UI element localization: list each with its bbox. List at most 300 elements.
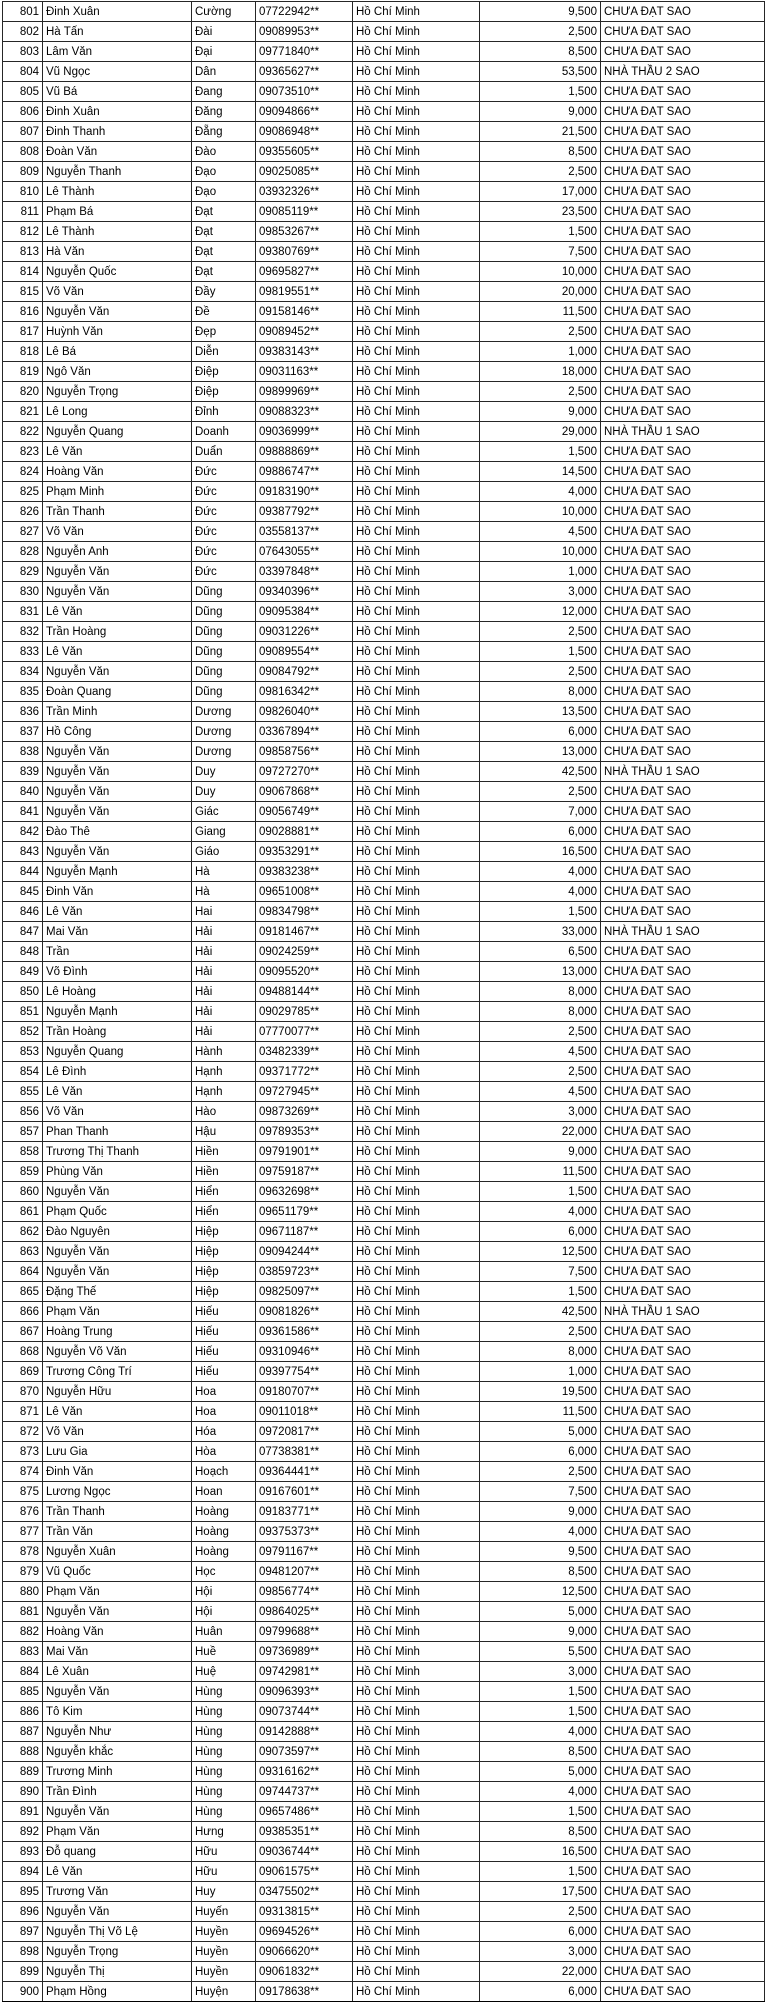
first-name-cell[interactable]: Duẩn <box>192 442 256 462</box>
city-cell[interactable]: Hồ Chí Minh <box>353 922 480 942</box>
phone-cell[interactable]: 09361586** <box>256 1322 353 1342</box>
status-cell[interactable]: CHƯA ĐẠT SAO <box>601 222 765 242</box>
row-number-cell[interactable]: 881 <box>3 1602 43 1622</box>
phone-cell[interactable]: 09826040** <box>256 702 353 722</box>
phone-cell[interactable]: 03475502** <box>256 1882 353 1902</box>
city-cell[interactable]: Hồ Chí Minh <box>353 302 480 322</box>
row-number-cell[interactable]: 834 <box>3 662 43 682</box>
city-cell[interactable]: Hồ Chí Minh <box>353 1302 480 1322</box>
points-cell[interactable]: 9,500 <box>480 1542 601 1562</box>
phone-cell[interactable]: 09089554** <box>256 642 353 662</box>
last-middle-name-cell[interactable]: Hoàng Văn <box>43 462 192 482</box>
status-cell[interactable]: CHƯA ĐẠT SAO <box>601 1422 765 1442</box>
status-cell[interactable]: CHƯA ĐẠT SAO <box>601 402 765 422</box>
first-name-cell[interactable]: Đức <box>192 542 256 562</box>
points-cell[interactable]: 8,000 <box>480 1342 601 1362</box>
last-middle-name-cell[interactable]: Nguyễn Quốc <box>43 262 192 282</box>
last-middle-name-cell[interactable]: Nguyễn Văn <box>43 1262 192 1282</box>
points-cell[interactable]: 9,000 <box>480 402 601 422</box>
city-cell[interactable]: Hồ Chí Minh <box>353 1042 480 1062</box>
phone-cell[interactable]: 09481207** <box>256 1562 353 1582</box>
phone-cell[interactable]: 07722942** <box>256 2 353 22</box>
row-number-cell[interactable]: 880 <box>3 1582 43 1602</box>
city-cell[interactable]: Hồ Chí Minh <box>353 542 480 562</box>
city-cell[interactable]: Hồ Chí Minh <box>353 102 480 122</box>
phone-cell[interactable]: 09158146** <box>256 302 353 322</box>
points-cell[interactable]: 4,000 <box>480 1782 601 1802</box>
points-cell[interactable]: 6,000 <box>480 1222 601 1242</box>
city-cell[interactable]: Hồ Chí Minh <box>353 1462 480 1482</box>
first-name-cell[interactable]: Hậu <box>192 1122 256 1142</box>
city-cell[interactable]: Hồ Chí Minh <box>353 1082 480 1102</box>
phone-cell[interactable]: 09340396** <box>256 582 353 602</box>
row-number-cell[interactable]: 810 <box>3 182 43 202</box>
status-cell[interactable]: CHƯA ĐẠT SAO <box>601 162 765 182</box>
first-name-cell[interactable]: Hoạch <box>192 1462 256 1482</box>
phone-cell[interactable]: 09397754** <box>256 1362 353 1382</box>
last-middle-name-cell[interactable]: Nguyễn Văn <box>43 842 192 862</box>
points-cell[interactable]: 5,000 <box>480 1602 601 1622</box>
first-name-cell[interactable]: Hùng <box>192 1682 256 1702</box>
first-name-cell[interactable]: Dương <box>192 702 256 722</box>
first-name-cell[interactable]: Giang <box>192 822 256 842</box>
city-cell[interactable]: Hồ Chí Minh <box>353 1402 480 1422</box>
points-cell[interactable]: 9,000 <box>480 1622 601 1642</box>
phone-cell[interactable]: 09094244** <box>256 1242 353 1262</box>
row-number-cell[interactable]: 876 <box>3 1502 43 1522</box>
row-number-cell[interactable]: 811 <box>3 202 43 222</box>
row-number-cell[interactable]: 801 <box>3 2 43 22</box>
last-middle-name-cell[interactable]: Tô Kim <box>43 1702 192 1722</box>
row-number-cell[interactable]: 836 <box>3 702 43 722</box>
points-cell[interactable]: 13,500 <box>480 702 601 722</box>
row-number-cell[interactable]: 873 <box>3 1442 43 1462</box>
city-cell[interactable]: Hồ Chí Minh <box>353 1002 480 1022</box>
row-number-cell[interactable]: 817 <box>3 322 43 342</box>
last-middle-name-cell[interactable]: Hà Văn <box>43 242 192 262</box>
status-cell[interactable]: CHƯA ĐẠT SAO <box>601 1022 765 1042</box>
first-name-cell[interactable]: Hiệp <box>192 1222 256 1242</box>
points-cell[interactable]: 9,000 <box>480 102 601 122</box>
status-cell[interactable]: CHƯA ĐẠT SAO <box>601 942 765 962</box>
last-middle-name-cell[interactable]: Lê Long <box>43 402 192 422</box>
row-number-cell[interactable]: 820 <box>3 382 43 402</box>
city-cell[interactable]: Hồ Chí Minh <box>353 702 480 722</box>
last-middle-name-cell[interactable]: Hồ Công <box>43 722 192 742</box>
city-cell[interactable]: Hồ Chí Minh <box>353 442 480 462</box>
phone-cell[interactable]: 09853267** <box>256 222 353 242</box>
city-cell[interactable]: Hồ Chí Minh <box>353 982 480 1002</box>
phone-cell[interactable]: 09061832** <box>256 1962 353 1982</box>
last-middle-name-cell[interactable]: Đinh Xuân <box>43 2 192 22</box>
row-number-cell[interactable]: 899 <box>3 1962 43 1982</box>
status-cell[interactable]: NHÀ THẦU 1 SAO <box>601 762 765 782</box>
points-cell[interactable]: 1,500 <box>480 442 601 462</box>
first-name-cell[interactable]: Duy <box>192 782 256 802</box>
first-name-cell[interactable]: Đức <box>192 562 256 582</box>
phone-cell[interactable]: 03859723** <box>256 1262 353 1282</box>
row-number-cell[interactable]: 856 <box>3 1102 43 1122</box>
last-middle-name-cell[interactable]: Nguyễn Mạnh <box>43 1002 192 1022</box>
row-number-cell[interactable]: 869 <box>3 1362 43 1382</box>
points-cell[interactable]: 1,500 <box>480 222 601 242</box>
points-cell[interactable]: 22,000 <box>480 1122 601 1142</box>
first-name-cell[interactable]: Điệp <box>192 382 256 402</box>
status-cell[interactable]: CHƯA ĐẠT SAO <box>601 1842 765 1862</box>
status-cell[interactable]: CHƯA ĐẠT SAO <box>601 42 765 62</box>
phone-cell[interactable]: 09375373** <box>256 1522 353 1542</box>
first-name-cell[interactable]: Đầy <box>192 282 256 302</box>
phone-cell[interactable]: 03558137** <box>256 522 353 542</box>
status-cell[interactable]: CHƯA ĐẠT SAO <box>601 1882 765 1902</box>
status-cell[interactable]: CHƯA ĐẠT SAO <box>601 302 765 322</box>
city-cell[interactable]: Hồ Chí Minh <box>353 1282 480 1302</box>
row-number-cell[interactable]: 871 <box>3 1402 43 1422</box>
first-name-cell[interactable]: Hà <box>192 882 256 902</box>
phone-cell[interactable]: 09316162** <box>256 1762 353 1782</box>
status-cell[interactable]: CHƯA ĐẠT SAO <box>601 1222 765 1242</box>
phone-cell[interactable]: 09094866** <box>256 102 353 122</box>
last-middle-name-cell[interactable]: Trương Minh <box>43 1762 192 1782</box>
first-name-cell[interactable]: Hai <box>192 902 256 922</box>
last-middle-name-cell[interactable]: Nguyễn Như <box>43 1722 192 1742</box>
last-middle-name-cell[interactable]: Trần Văn <box>43 1522 192 1542</box>
last-middle-name-cell[interactable]: Vũ Quốc <box>43 1562 192 1582</box>
last-middle-name-cell[interactable]: Lê Văn <box>43 1402 192 1422</box>
row-number-cell[interactable]: 842 <box>3 822 43 842</box>
status-cell[interactable]: CHƯA ĐẠT SAO <box>601 1202 765 1222</box>
last-middle-name-cell[interactable]: Lê Văn <box>43 602 192 622</box>
points-cell[interactable]: 8,000 <box>480 682 601 702</box>
city-cell[interactable]: Hồ Chí Minh <box>353 802 480 822</box>
city-cell[interactable]: Hồ Chí Minh <box>353 1422 480 1442</box>
last-middle-name-cell[interactable]: Nguyễn Văn <box>43 662 192 682</box>
city-cell[interactable]: Hồ Chí Minh <box>353 1242 480 1262</box>
first-name-cell[interactable]: Hải <box>192 942 256 962</box>
phone-cell[interactable]: 09816342** <box>256 682 353 702</box>
first-name-cell[interactable]: Huy <box>192 1882 256 1902</box>
status-cell[interactable]: CHƯA ĐẠT SAO <box>601 1182 765 1202</box>
phone-cell[interactable]: 09067868** <box>256 782 353 802</box>
row-number-cell[interactable]: 837 <box>3 722 43 742</box>
first-name-cell[interactable]: Hiền <box>192 1162 256 1182</box>
phone-cell[interactable]: 09736989** <box>256 1642 353 1662</box>
phone-cell[interactable]: 09310946** <box>256 1342 353 1362</box>
points-cell[interactable]: 8,500 <box>480 1562 601 1582</box>
status-cell[interactable]: NHÀ THẦU 1 SAO <box>601 922 765 942</box>
last-middle-name-cell[interactable]: Đinh Xuân <box>43 102 192 122</box>
phone-cell[interactable]: 09791901** <box>256 1142 353 1162</box>
city-cell[interactable]: Hồ Chí Minh <box>353 682 480 702</box>
phone-cell[interactable]: 09183190** <box>256 482 353 502</box>
phone-cell[interactable]: 09167601** <box>256 1482 353 1502</box>
city-cell[interactable]: Hồ Chí Minh <box>353 882 480 902</box>
first-name-cell[interactable]: Đạo <box>192 182 256 202</box>
first-name-cell[interactable]: Hào <box>192 1102 256 1122</box>
city-cell[interactable]: Hồ Chí Minh <box>353 422 480 442</box>
city-cell[interactable]: Hồ Chí Minh <box>353 942 480 962</box>
row-number-cell[interactable]: 814 <box>3 262 43 282</box>
points-cell[interactable]: 4,500 <box>480 1082 601 1102</box>
first-name-cell[interactable]: Huyến <box>192 1902 256 1922</box>
first-name-cell[interactable]: Huyền <box>192 1962 256 1982</box>
city-cell[interactable]: Hồ Chí Minh <box>353 362 480 382</box>
points-cell[interactable]: 42,500 <box>480 1302 601 1322</box>
status-cell[interactable]: CHƯA ĐẠT SAO <box>601 622 765 642</box>
last-middle-name-cell[interactable]: Nguyễn Văn <box>43 782 192 802</box>
first-name-cell[interactable]: Đạo <box>192 162 256 182</box>
points-cell[interactable]: 13,000 <box>480 962 601 982</box>
phone-cell[interactable]: 07738381** <box>256 1442 353 1462</box>
row-number-cell[interactable]: 827 <box>3 522 43 542</box>
first-name-cell[interactable]: Dũng <box>192 642 256 662</box>
first-name-cell[interactable]: Đẵng <box>192 122 256 142</box>
phone-cell[interactable]: 09657486** <box>256 1802 353 1822</box>
row-number-cell[interactable]: 878 <box>3 1542 43 1562</box>
phone-cell[interactable]: 09181467** <box>256 922 353 942</box>
first-name-cell[interactable]: Hiếu <box>192 1322 256 1342</box>
row-number-cell[interactable]: 829 <box>3 562 43 582</box>
last-middle-name-cell[interactable]: Đoàn Quang <box>43 682 192 702</box>
row-number-cell[interactable]: 892 <box>3 1822 43 1842</box>
row-number-cell[interactable]: 890 <box>3 1782 43 1802</box>
first-name-cell[interactable]: Huệ <box>192 1662 256 1682</box>
last-middle-name-cell[interactable]: Trần Thanh <box>43 502 192 522</box>
phone-cell[interactable]: 03397848** <box>256 562 353 582</box>
last-middle-name-cell[interactable]: Trần <box>43 942 192 962</box>
first-name-cell[interactable]: Đỉnh <box>192 402 256 422</box>
status-cell[interactable]: CHƯA ĐẠT SAO <box>601 682 765 702</box>
last-middle-name-cell[interactable]: Trương Văn <box>43 1882 192 1902</box>
status-cell[interactable]: CHƯA ĐẠT SAO <box>601 122 765 142</box>
phone-cell[interactable]: 09061575** <box>256 1862 353 1882</box>
city-cell[interactable]: Hồ Chí Minh <box>353 1742 480 1762</box>
status-cell[interactable]: CHƯA ĐẠT SAO <box>601 1542 765 1562</box>
status-cell[interactable]: CHƯA ĐẠT SAO <box>601 1062 765 1082</box>
city-cell[interactable]: Hồ Chí Minh <box>353 642 480 662</box>
status-cell[interactable]: CHƯA ĐẠT SAO <box>601 1962 765 1982</box>
last-middle-name-cell[interactable]: Lê Hoàng <box>43 982 192 1002</box>
row-number-cell[interactable]: 891 <box>3 1802 43 1822</box>
first-name-cell[interactable]: Hiếu <box>192 1342 256 1362</box>
status-cell[interactable]: CHƯA ĐẠT SAO <box>601 1042 765 1062</box>
phone-cell[interactable]: 09380769** <box>256 242 353 262</box>
row-number-cell[interactable]: 868 <box>3 1342 43 1362</box>
status-cell[interactable]: CHƯA ĐẠT SAO <box>601 1162 765 1182</box>
points-cell[interactable]: 11,500 <box>480 1162 601 1182</box>
status-cell[interactable]: CHƯA ĐẠT SAO <box>601 1502 765 1522</box>
first-name-cell[interactable]: Hùng <box>192 1802 256 1822</box>
first-name-cell[interactable]: Hiền <box>192 1142 256 1162</box>
last-middle-name-cell[interactable]: Mai Văn <box>43 922 192 942</box>
city-cell[interactable]: Hồ Chí Minh <box>353 402 480 422</box>
city-cell[interactable]: Hồ Chí Minh <box>353 482 480 502</box>
status-cell[interactable]: CHƯA ĐẠT SAO <box>601 782 765 802</box>
city-cell[interactable]: Hồ Chí Minh <box>353 182 480 202</box>
status-cell[interactable]: CHƯA ĐẠT SAO <box>601 1802 765 1822</box>
last-middle-name-cell[interactable]: Lê Bá <box>43 342 192 362</box>
points-cell[interactable]: 2,500 <box>480 1902 601 1922</box>
status-cell[interactable]: NHÀ THẦU 1 SAO <box>601 422 765 442</box>
row-number-cell[interactable]: 894 <box>3 1862 43 1882</box>
status-cell[interactable]: CHƯA ĐẠT SAO <box>601 462 765 482</box>
city-cell[interactable]: Hồ Chí Minh <box>353 1602 480 1622</box>
last-middle-name-cell[interactable]: Vũ Ngọc <box>43 62 192 82</box>
points-cell[interactable]: 33,000 <box>480 922 601 942</box>
status-cell[interactable]: CHƯA ĐẠT SAO <box>601 562 765 582</box>
status-cell[interactable]: CHƯA ĐẠT SAO <box>601 102 765 122</box>
last-middle-name-cell[interactable]: Nguyễn Văn <box>43 562 192 582</box>
last-middle-name-cell[interactable]: Phan Thanh <box>43 1122 192 1142</box>
phone-cell[interactable]: 07643055** <box>256 542 353 562</box>
points-cell[interactable]: 10,000 <box>480 262 601 282</box>
last-middle-name-cell[interactable]: Nguyễn Mạnh <box>43 862 192 882</box>
phone-cell[interactable]: 09031163** <box>256 362 353 382</box>
phone-cell[interactable]: 09095520** <box>256 962 353 982</box>
row-number-cell[interactable]: 848 <box>3 942 43 962</box>
last-middle-name-cell[interactable]: Phạm Bá <box>43 202 192 222</box>
first-name-cell[interactable]: Huề <box>192 1642 256 1662</box>
points-cell[interactable]: 10,000 <box>480 502 601 522</box>
row-number-cell[interactable]: 859 <box>3 1162 43 1182</box>
row-number-cell[interactable]: 807 <box>3 122 43 142</box>
phone-cell[interactable]: 09031226** <box>256 622 353 642</box>
first-name-cell[interactable]: Đức <box>192 482 256 502</box>
first-name-cell[interactable]: Hải <box>192 1002 256 1022</box>
phone-cell[interactable]: 09886747** <box>256 462 353 482</box>
points-cell[interactable]: 9,000 <box>480 1142 601 1162</box>
points-cell[interactable]: 22,000 <box>480 1962 601 1982</box>
row-number-cell[interactable]: 815 <box>3 282 43 302</box>
phone-cell[interactable]: 09183771** <box>256 1502 353 1522</box>
points-cell[interactable]: 1,500 <box>480 1682 601 1702</box>
last-middle-name-cell[interactable]: Nguyễn Thị <box>43 1962 192 1982</box>
status-cell[interactable]: CHƯA ĐẠT SAO <box>601 642 765 662</box>
first-name-cell[interactable]: Hội <box>192 1602 256 1622</box>
status-cell[interactable]: CHƯA ĐẠT SAO <box>601 242 765 262</box>
points-cell[interactable]: 5,000 <box>480 1422 601 1442</box>
points-cell[interactable]: 6,000 <box>480 1922 601 1942</box>
city-cell[interactable]: Hồ Chí Minh <box>353 1062 480 1082</box>
points-cell[interactable]: 2,500 <box>480 662 601 682</box>
last-middle-name-cell[interactable]: Nguyễn Xuân <box>43 1542 192 1562</box>
status-cell[interactable]: CHƯA ĐẠT SAO <box>601 2 765 22</box>
first-name-cell[interactable]: Đăng <box>192 102 256 122</box>
row-number-cell[interactable]: 882 <box>3 1622 43 1642</box>
last-middle-name-cell[interactable]: Vũ Bá <box>43 82 192 102</box>
points-cell[interactable]: 3,000 <box>480 1942 601 1962</box>
first-name-cell[interactable]: Huyền <box>192 1942 256 1962</box>
first-name-cell[interactable]: Đại <box>192 42 256 62</box>
first-name-cell[interactable]: Dũng <box>192 682 256 702</box>
last-middle-name-cell[interactable]: Trương Công Trí <box>43 1362 192 1382</box>
points-cell[interactable]: 23,500 <box>480 202 601 222</box>
city-cell[interactable]: Hồ Chí Minh <box>353 662 480 682</box>
points-cell[interactable]: 6,000 <box>480 1982 601 2002</box>
status-cell[interactable]: CHƯA ĐẠT SAO <box>601 1402 765 1422</box>
city-cell[interactable]: Hồ Chí Minh <box>353 1162 480 1182</box>
status-cell[interactable]: CHƯA ĐẠT SAO <box>601 1982 765 2002</box>
first-name-cell[interactable]: Dũng <box>192 622 256 642</box>
points-cell[interactable]: 1,500 <box>480 642 601 662</box>
last-middle-name-cell[interactable]: Hoàng Trung <box>43 1322 192 1342</box>
city-cell[interactable]: Hồ Chí Minh <box>353 262 480 282</box>
first-name-cell[interactable]: Đạt <box>192 222 256 242</box>
last-middle-name-cell[interactable]: Võ Văn <box>43 522 192 542</box>
status-cell[interactable]: CHƯA ĐẠT SAO <box>601 142 765 162</box>
city-cell[interactable]: Hồ Chí Minh <box>353 322 480 342</box>
phone-cell[interactable]: 09066620** <box>256 1942 353 1962</box>
points-cell[interactable]: 1,500 <box>480 1702 601 1722</box>
status-cell[interactable]: CHƯA ĐẠT SAO <box>601 842 765 862</box>
last-middle-name-cell[interactable]: Nguyễn Văn <box>43 1602 192 1622</box>
row-number-cell[interactable]: 841 <box>3 802 43 822</box>
first-name-cell[interactable]: Dương <box>192 742 256 762</box>
first-name-cell[interactable]: Dân <box>192 62 256 82</box>
phone-cell[interactable]: 09073744** <box>256 1702 353 1722</box>
points-cell[interactable]: 2,500 <box>480 382 601 402</box>
row-number-cell[interactable]: 864 <box>3 1262 43 1282</box>
first-name-cell[interactable]: Hữu <box>192 1862 256 1882</box>
city-cell[interactable]: Hồ Chí Minh <box>353 1362 480 1382</box>
phone-cell[interactable]: 09011018** <box>256 1402 353 1422</box>
row-number-cell[interactable]: 877 <box>3 1522 43 1542</box>
last-middle-name-cell[interactable]: Nguyễn Hữu <box>43 1382 192 1402</box>
city-cell[interactable]: Hồ Chí Minh <box>353 602 480 622</box>
phone-cell[interactable]: 09789353** <box>256 1122 353 1142</box>
first-name-cell[interactable]: Hoa <box>192 1382 256 1402</box>
row-number-cell[interactable]: 854 <box>3 1062 43 1082</box>
last-middle-name-cell[interactable]: Phùng Văn <box>43 1162 192 1182</box>
status-cell[interactable]: CHƯA ĐẠT SAO <box>601 902 765 922</box>
city-cell[interactable]: Hồ Chí Minh <box>353 742 480 762</box>
points-cell[interactable]: 3,000 <box>480 1662 601 1682</box>
points-cell[interactable]: 20,000 <box>480 282 601 302</box>
points-cell[interactable]: 19,500 <box>480 1382 601 1402</box>
city-cell[interactable]: Hồ Chí Minh <box>353 842 480 862</box>
points-cell[interactable]: 1,000 <box>480 1362 601 1382</box>
city-cell[interactable]: Hồ Chí Minh <box>353 1222 480 1242</box>
row-number-cell[interactable]: 823 <box>3 442 43 462</box>
phone-cell[interactable]: 09089452** <box>256 322 353 342</box>
city-cell[interactable]: Hồ Chí Minh <box>353 1122 480 1142</box>
last-middle-name-cell[interactable]: Đào Nguyên <box>43 1222 192 1242</box>
row-number-cell[interactable]: 866 <box>3 1302 43 1322</box>
points-cell[interactable]: 4,000 <box>480 482 601 502</box>
status-cell[interactable]: CHƯA ĐẠT SAO <box>601 1742 765 1762</box>
status-cell[interactable]: CHƯA ĐẠT SAO <box>601 262 765 282</box>
row-number-cell[interactable]: 900 <box>3 1982 43 2002</box>
first-name-cell[interactable]: Hiếu <box>192 1362 256 1382</box>
phone-cell[interactable]: 09825097** <box>256 1282 353 1302</box>
phone-cell[interactable]: 09819551** <box>256 282 353 302</box>
city-cell[interactable]: Hồ Chí Minh <box>353 902 480 922</box>
last-middle-name-cell[interactable]: Lê Thành <box>43 222 192 242</box>
phone-cell[interactable]: 09313815** <box>256 1902 353 1922</box>
first-name-cell[interactable]: Hải <box>192 922 256 942</box>
last-middle-name-cell[interactable]: Phạm Văn <box>43 1582 192 1602</box>
status-cell[interactable]: CHƯA ĐẠT SAO <box>601 1002 765 1022</box>
city-cell[interactable]: Hồ Chí Minh <box>353 1902 480 1922</box>
first-name-cell[interactable]: Hoàng <box>192 1502 256 1522</box>
phone-cell[interactable]: 09742981** <box>256 1662 353 1682</box>
row-number-cell[interactable]: 831 <box>3 602 43 622</box>
city-cell[interactable]: Hồ Chí Minh <box>353 1322 480 1342</box>
first-name-cell[interactable]: Hưng <box>192 1822 256 1842</box>
points-cell[interactable]: 2,500 <box>480 1322 601 1342</box>
row-number-cell[interactable]: 846 <box>3 902 43 922</box>
phone-cell[interactable]: 09088323** <box>256 402 353 422</box>
